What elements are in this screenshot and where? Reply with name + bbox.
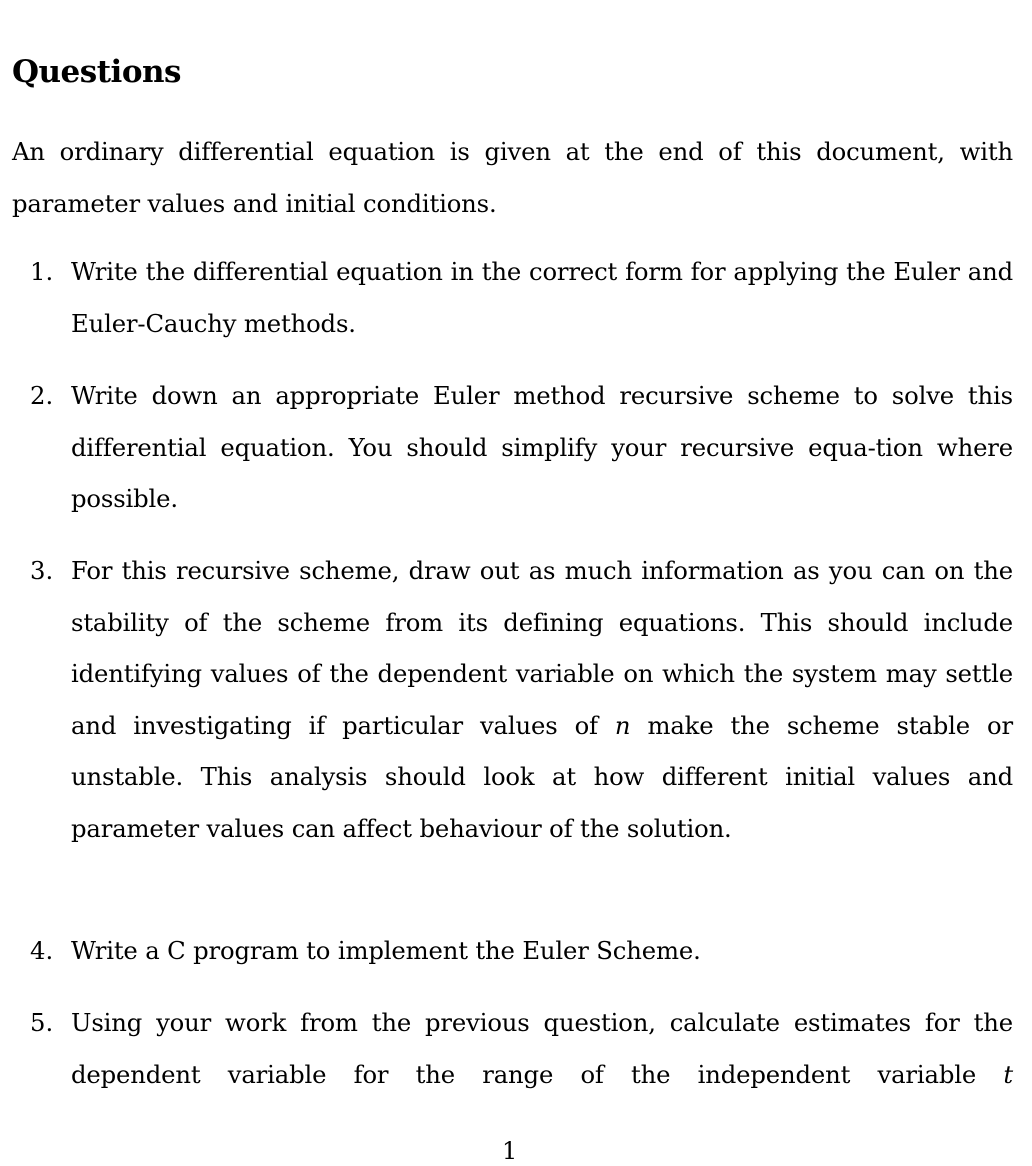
question-text: Write the differential equation in the correct form for applying the Euler and Euler-Cauchy methods. [71,257,1013,338]
question-text [71,545,1013,854]
question-number: 5. [30,1008,54,1037]
intro-paragraph: An ordinary differential equation is given at the end of this document, with parameter values and initial conditions. [12,137,1013,218]
question-number: 4. [30,936,54,965]
section-heading: Questions [12,54,181,90]
question-number: 2. [30,381,54,410]
page-number: 1 [502,1137,518,1165]
question-text: Write down an appropriate Euler method recursive scheme to solve this differential equation. You should simplify your recursive equa-tion where possible. [71,381,1013,513]
question-text-part: For this recursive scheme, draw out as much information as you can on the stability of the scheme from its defining equations. This should include identifying values of the dependent variable on which the system may settle and investigating if particular values of [71,556,1013,740]
question-text: Write a C program to implement the Euler Scheme. [71,936,701,965]
variable-t: t [1003,1059,1013,1089]
question-text [71,997,1013,1100]
question-text-part: make the scheme stable or unstable. This analysis should look at how different initial values and parameter values can affect behaviour of the solution. [71,710,1014,843]
question-text-part: Using your work from the previous question, calculate estimates for the dependent variable for the range of the independent variable [71,1008,1013,1089]
variable-n: n [614,710,631,740]
question-number: 3. [30,556,54,585]
question-number: 1. [30,257,54,286]
